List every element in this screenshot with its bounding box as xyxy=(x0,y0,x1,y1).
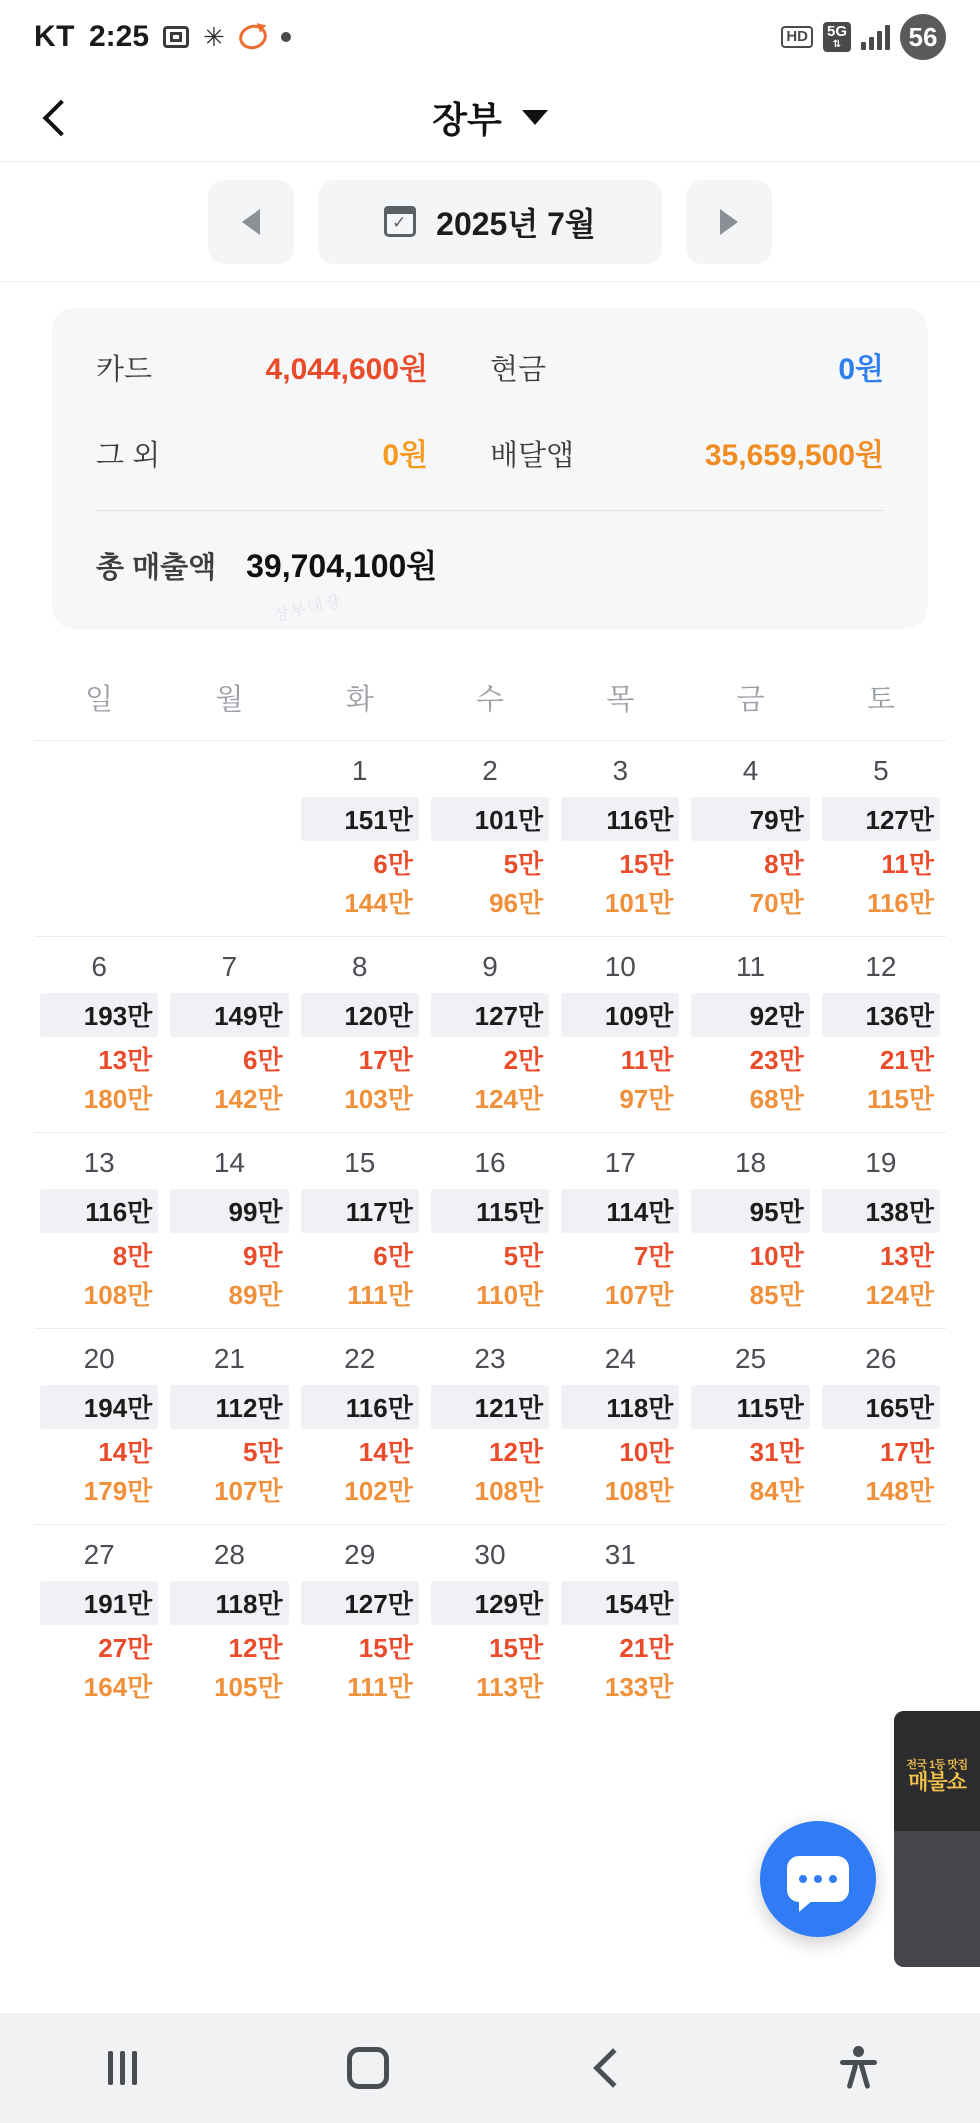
summary-card-item xyxy=(96,344,490,388)
ad-subtitle: 전국 1등 맛집 xyxy=(906,1759,968,1772)
clock-label: 2:25 xyxy=(89,20,150,53)
calendar-day-cell[interactable] xyxy=(555,1147,685,1312)
weekday-header: 토 xyxy=(866,684,895,716)
day-total-amount: 154만 xyxy=(561,1581,679,1625)
sales-summary-card xyxy=(52,308,928,629)
cash-sales-label: 현금 xyxy=(490,354,547,386)
day-card-amount: 5만 xyxy=(242,1437,283,1467)
weekday-header: 수 xyxy=(475,684,504,716)
day-delivery-amount: 108만 xyxy=(83,1280,153,1310)
day-card-amount: 21만 xyxy=(879,1045,934,1075)
day-delivery-amount: 107만 xyxy=(214,1476,283,1506)
day-total-amount: 92만 xyxy=(691,993,809,1037)
calendar-day-cell[interactable] xyxy=(685,755,815,920)
app-header xyxy=(0,74,980,162)
day-number: 6 xyxy=(91,951,107,982)
day-card-amount: 17만 xyxy=(879,1437,934,1467)
calendar-day-cell xyxy=(34,755,164,920)
carrier-label: KT xyxy=(34,20,75,53)
weekday-header: 목 xyxy=(606,684,635,716)
calendar-day-cell[interactable] xyxy=(295,1147,425,1312)
page-title: 장부 xyxy=(432,99,502,140)
network-badge-label: 5G xyxy=(826,23,847,41)
day-number: 31 xyxy=(604,1539,636,1570)
calendar-day-cell[interactable] xyxy=(425,1539,555,1704)
accessibility-icon xyxy=(836,2046,880,2090)
network-arrows-icon: ⇅ xyxy=(832,38,842,50)
card-sales-value: 4,044,600원 xyxy=(265,353,428,386)
delivery-sales-value: 35,659,500원 xyxy=(704,439,884,472)
day-delivery-amount: 124만 xyxy=(474,1084,544,1114)
total-sales-label: 총 매출액 xyxy=(96,552,217,584)
bluetooth-icon: ✳ xyxy=(203,22,225,52)
day-total-amount: 129만 xyxy=(431,1581,549,1625)
day-total-amount: 138만 xyxy=(822,1189,940,1233)
day-total-amount: 136만 xyxy=(822,993,940,1037)
day-delivery-amount: 107만 xyxy=(604,1280,674,1310)
nav-back-button[interactable] xyxy=(490,2054,735,2082)
day-total-amount: 114만 xyxy=(561,1189,679,1233)
summary-delivery-item xyxy=(490,430,884,474)
day-card-amount: 9만 xyxy=(242,1241,283,1271)
day-card-amount: 15만 xyxy=(489,1633,544,1663)
day-total-amount: 101만 xyxy=(431,797,549,841)
day-delivery-amount: 180만 xyxy=(83,1084,153,1114)
card-sales-label: 카드 xyxy=(96,354,153,386)
day-delivery-amount: 110만 xyxy=(476,1280,544,1310)
ad-banner-image xyxy=(894,1831,980,1967)
weekday-header-row xyxy=(34,677,946,740)
sales-calendar xyxy=(0,629,980,1720)
day-number: 21 xyxy=(213,1343,245,1374)
day-card-amount: 13만 xyxy=(879,1241,934,1271)
chevron-down-icon[interactable] xyxy=(522,110,548,125)
network-badge xyxy=(823,22,851,52)
chevron-right-icon xyxy=(720,209,738,235)
day-card-amount: 13만 xyxy=(98,1045,153,1075)
summary-total-row xyxy=(96,541,884,587)
calendar-week-row xyxy=(34,740,946,936)
day-delivery-amount: 101만 xyxy=(604,888,674,918)
day-delivery-amount: 179만 xyxy=(83,1476,153,1506)
day-delivery-amount: 108만 xyxy=(604,1476,674,1506)
nav-recents-button[interactable] xyxy=(0,2051,245,2085)
day-delivery-amount: 68만 xyxy=(749,1084,804,1114)
ad-title: 매불쇼 xyxy=(908,1771,966,1795)
prev-month-button[interactable] xyxy=(208,180,294,264)
day-delivery-amount: 164만 xyxy=(83,1672,153,1702)
calendar-day-cell[interactable] xyxy=(164,1539,294,1704)
day-card-amount: 10만 xyxy=(749,1241,804,1271)
other-sales-value: 0원 xyxy=(382,439,428,472)
day-number: 18 xyxy=(734,1147,767,1178)
day-number: 12 xyxy=(865,951,897,982)
day-card-amount: 8만 xyxy=(112,1241,153,1271)
day-card-amount: 11만 xyxy=(881,849,934,879)
calendar-week-row xyxy=(34,1328,946,1524)
calendar-day-cell[interactable] xyxy=(816,1343,946,1508)
weekday-header: 일 xyxy=(85,684,114,716)
day-total-amount: 79만 xyxy=(691,797,809,841)
day-total-amount: 95만 xyxy=(691,1189,809,1233)
day-total-amount: 115만 xyxy=(691,1385,809,1429)
day-number: 3 xyxy=(612,755,629,786)
nav-home-button[interactable] xyxy=(245,2047,490,2089)
calendar-day-cell[interactable] xyxy=(685,1147,815,1312)
summary-section xyxy=(0,282,980,629)
day-card-amount: 15만 xyxy=(358,1633,413,1663)
calendar-day-cell[interactable] xyxy=(295,1343,425,1508)
day-card-amount: 7만 xyxy=(633,1241,674,1271)
day-total-amount: 127만 xyxy=(431,993,549,1037)
calendar-day-cell[interactable] xyxy=(164,1147,294,1312)
day-delivery-amount: 105만 xyxy=(214,1672,283,1702)
calendar-day-cell[interactable] xyxy=(425,951,555,1116)
other-sales-label: 그 외 xyxy=(96,440,161,472)
day-total-amount: 115만 xyxy=(431,1189,549,1233)
calendar-day-cell xyxy=(816,1539,946,1704)
day-number: 9 xyxy=(482,951,498,982)
day-total-amount: 151만 xyxy=(301,797,419,841)
back-icon xyxy=(593,2048,633,2088)
day-delivery-amount: 111만 xyxy=(347,1672,413,1702)
day-total-amount: 120만 xyxy=(301,993,419,1037)
calendar-day-cell[interactable] xyxy=(164,1343,294,1508)
day-card-amount: 6만 xyxy=(373,1241,413,1271)
summary-row-1 xyxy=(96,344,884,388)
day-delivery-amount: 102만 xyxy=(344,1476,413,1506)
calendar-day-cell[interactable] xyxy=(295,1539,425,1704)
day-card-amount: 5만 xyxy=(503,1241,544,1271)
day-number: 2 xyxy=(482,755,498,786)
day-number: 24 xyxy=(604,1343,636,1374)
dot-icon xyxy=(281,32,291,42)
day-delivery-amount: 144만 xyxy=(344,888,413,918)
summary-other-item xyxy=(96,430,490,474)
day-total-amount: 99만 xyxy=(170,1189,288,1233)
calendar-icon xyxy=(384,206,416,237)
day-card-amount: 5만 xyxy=(503,849,544,879)
calendar-day-cell[interactable] xyxy=(685,1343,815,1508)
calendar-day-cell[interactable] xyxy=(295,951,425,1116)
day-card-amount: 21만 xyxy=(619,1633,674,1663)
calendar-day-cell[interactable] xyxy=(816,951,946,1116)
system-navigation-bar xyxy=(0,2013,980,2123)
day-total-amount: 116만 xyxy=(561,797,679,841)
day-delivery-amount: 89만 xyxy=(228,1280,283,1310)
calendar-week-row xyxy=(34,1524,946,1720)
day-delivery-amount: 108만 xyxy=(474,1476,544,1506)
nav-accessibility-button[interactable] xyxy=(735,2046,980,2090)
day-number: 26 xyxy=(865,1343,897,1374)
day-delivery-amount: 97만 xyxy=(619,1084,674,1114)
chevron-left-icon xyxy=(242,209,260,235)
day-card-amount: 27만 xyxy=(98,1633,153,1663)
day-delivery-amount: 133만 xyxy=(604,1672,674,1702)
calendar-day-cell[interactable] xyxy=(425,1343,555,1508)
month-selector xyxy=(0,162,980,282)
day-total-amount: 121만 xyxy=(431,1385,549,1429)
alarm-ring-icon xyxy=(239,25,267,49)
cash-sales-value: 0원 xyxy=(838,353,884,386)
calendar-week-row xyxy=(34,936,946,1132)
day-total-amount: 127만 xyxy=(822,797,940,841)
calendar-week-row xyxy=(34,1132,946,1328)
day-card-amount: 6만 xyxy=(373,849,413,879)
day-total-amount: 118만 xyxy=(170,1581,288,1625)
day-total-amount: 165만 xyxy=(822,1385,940,1429)
day-number: 8 xyxy=(351,951,368,982)
day-total-amount: 194만 xyxy=(40,1385,158,1429)
day-delivery-amount: 111만 xyxy=(347,1280,413,1310)
app-header-center xyxy=(0,92,980,143)
day-delivery-amount: 142만 xyxy=(214,1084,283,1114)
summary-row-2 xyxy=(96,430,884,474)
day-number: 28 xyxy=(213,1539,245,1570)
day-total-amount: 112만 xyxy=(170,1385,288,1429)
status-bar-right xyxy=(781,14,946,60)
weekday-header: 금 xyxy=(736,684,765,716)
day-number: 27 xyxy=(83,1539,115,1570)
delivery-sales-label: 배달앱 xyxy=(490,440,575,472)
day-number: 17 xyxy=(604,1147,636,1178)
status-bar xyxy=(0,0,980,74)
recents-icon xyxy=(108,2051,137,2085)
calendar-day-cell xyxy=(685,1539,815,1704)
calendar-day-cell[interactable] xyxy=(34,951,164,1116)
signal-icon xyxy=(861,24,890,50)
day-delivery-amount: 124만 xyxy=(865,1280,934,1310)
day-total-amount: 149만 xyxy=(170,993,288,1037)
calendar-day-cell[interactable] xyxy=(555,1343,685,1508)
day-card-amount: 2만 xyxy=(503,1045,544,1075)
summary-cash-item xyxy=(490,344,884,388)
day-delivery-amount: 115만 xyxy=(866,1084,934,1114)
day-total-amount: 118만 xyxy=(561,1385,679,1429)
next-month-button[interactable] xyxy=(686,180,772,264)
day-number: 15 xyxy=(344,1147,376,1178)
calendar-day-cell[interactable] xyxy=(555,755,685,920)
home-icon xyxy=(347,2047,389,2089)
hd-badge: HD xyxy=(781,26,813,49)
calendar-day-cell xyxy=(164,755,294,920)
calendar-day-cell[interactable] xyxy=(425,755,555,920)
calendar-day-cell[interactable] xyxy=(295,755,425,920)
day-number: 23 xyxy=(474,1343,506,1374)
day-delivery-amount: 103만 xyxy=(344,1084,413,1114)
ad-banner-header xyxy=(894,1711,980,1831)
day-total-amount: 116만 xyxy=(301,1385,419,1429)
chat-bubble-icon xyxy=(787,1856,849,1902)
day-card-amount: 14만 xyxy=(98,1437,153,1467)
status-bar-left xyxy=(34,20,291,54)
back-icon[interactable] xyxy=(34,95,80,141)
calendar-day-cell[interactable] xyxy=(555,1539,685,1704)
day-card-amount: 14만 xyxy=(358,1437,413,1467)
day-number: 22 xyxy=(344,1343,376,1374)
day-number: 11 xyxy=(736,951,766,982)
weekday-header: 월 xyxy=(215,684,244,716)
day-total-amount: 193만 xyxy=(40,993,158,1037)
day-card-amount: 12만 xyxy=(228,1633,283,1663)
day-total-amount: 127만 xyxy=(301,1581,419,1625)
month-label: 2025년 7월 xyxy=(436,205,596,242)
day-number: 25 xyxy=(734,1343,767,1374)
calendar-day-cell[interactable] xyxy=(816,1147,946,1312)
calendar-day-cell[interactable] xyxy=(164,951,294,1116)
day-number: 5 xyxy=(873,755,889,786)
day-card-amount: 11만 xyxy=(620,1045,674,1075)
summary-divider xyxy=(96,510,884,511)
chat-fab-button[interactable] xyxy=(760,1821,876,1937)
watermark-text: 장부대장 xyxy=(271,591,344,625)
day-number: 30 xyxy=(474,1539,506,1570)
day-total-amount: 191만 xyxy=(40,1581,158,1625)
calendar-day-cell[interactable] xyxy=(34,1539,164,1704)
calendar-day-cell[interactable] xyxy=(685,951,815,1116)
month-picker-button[interactable] xyxy=(318,180,662,264)
calendar-day-cell[interactable] xyxy=(555,951,685,1116)
day-delivery-amount: 113만 xyxy=(476,1672,544,1702)
day-delivery-amount: 148만 xyxy=(865,1476,934,1506)
day-total-amount: 109만 xyxy=(561,993,679,1037)
day-total-amount: 117만 xyxy=(301,1189,419,1233)
day-card-amount: 10만 xyxy=(619,1437,674,1467)
day-number: 1 xyxy=(351,755,368,786)
day-delivery-amount: 116만 xyxy=(866,888,934,918)
day-card-amount: 12만 xyxy=(489,1437,544,1467)
day-number: 19 xyxy=(865,1147,897,1178)
day-delivery-amount: 96만 xyxy=(489,888,544,918)
calendar-day-cell[interactable] xyxy=(34,1343,164,1508)
ad-banner[interactable] xyxy=(894,1711,980,1967)
day-card-amount: 6만 xyxy=(242,1045,283,1075)
day-number: 13 xyxy=(83,1147,115,1178)
total-sales-value: 39,704,100원 xyxy=(246,548,438,584)
day-number: 29 xyxy=(344,1539,376,1570)
day-card-amount: 23만 xyxy=(749,1045,804,1075)
day-card-amount: 31만 xyxy=(749,1437,804,1467)
day-card-amount: 8만 xyxy=(764,849,804,879)
day-delivery-amount: 85만 xyxy=(749,1280,804,1310)
day-number: 16 xyxy=(474,1147,506,1178)
day-delivery-amount: 84만 xyxy=(749,1476,804,1506)
battery-badge: 56 xyxy=(900,14,946,60)
day-number: 10 xyxy=(604,951,636,982)
day-total-amount: 116만 xyxy=(40,1189,158,1233)
calendar-day-cell[interactable] xyxy=(425,1147,555,1312)
day-number: 7 xyxy=(221,951,238,982)
calendar-day-cell[interactable] xyxy=(816,755,946,920)
day-number: 14 xyxy=(213,1147,245,1178)
weekday-header: 화 xyxy=(345,684,374,716)
calendar-day-cell[interactable] xyxy=(34,1147,164,1312)
day-card-amount: 15만 xyxy=(619,849,674,879)
day-card-amount: 17만 xyxy=(358,1045,413,1075)
day-number: 4 xyxy=(742,755,759,786)
day-delivery-amount: 70만 xyxy=(749,888,804,918)
screen-cast-icon xyxy=(163,26,189,48)
day-number: 20 xyxy=(83,1343,115,1374)
